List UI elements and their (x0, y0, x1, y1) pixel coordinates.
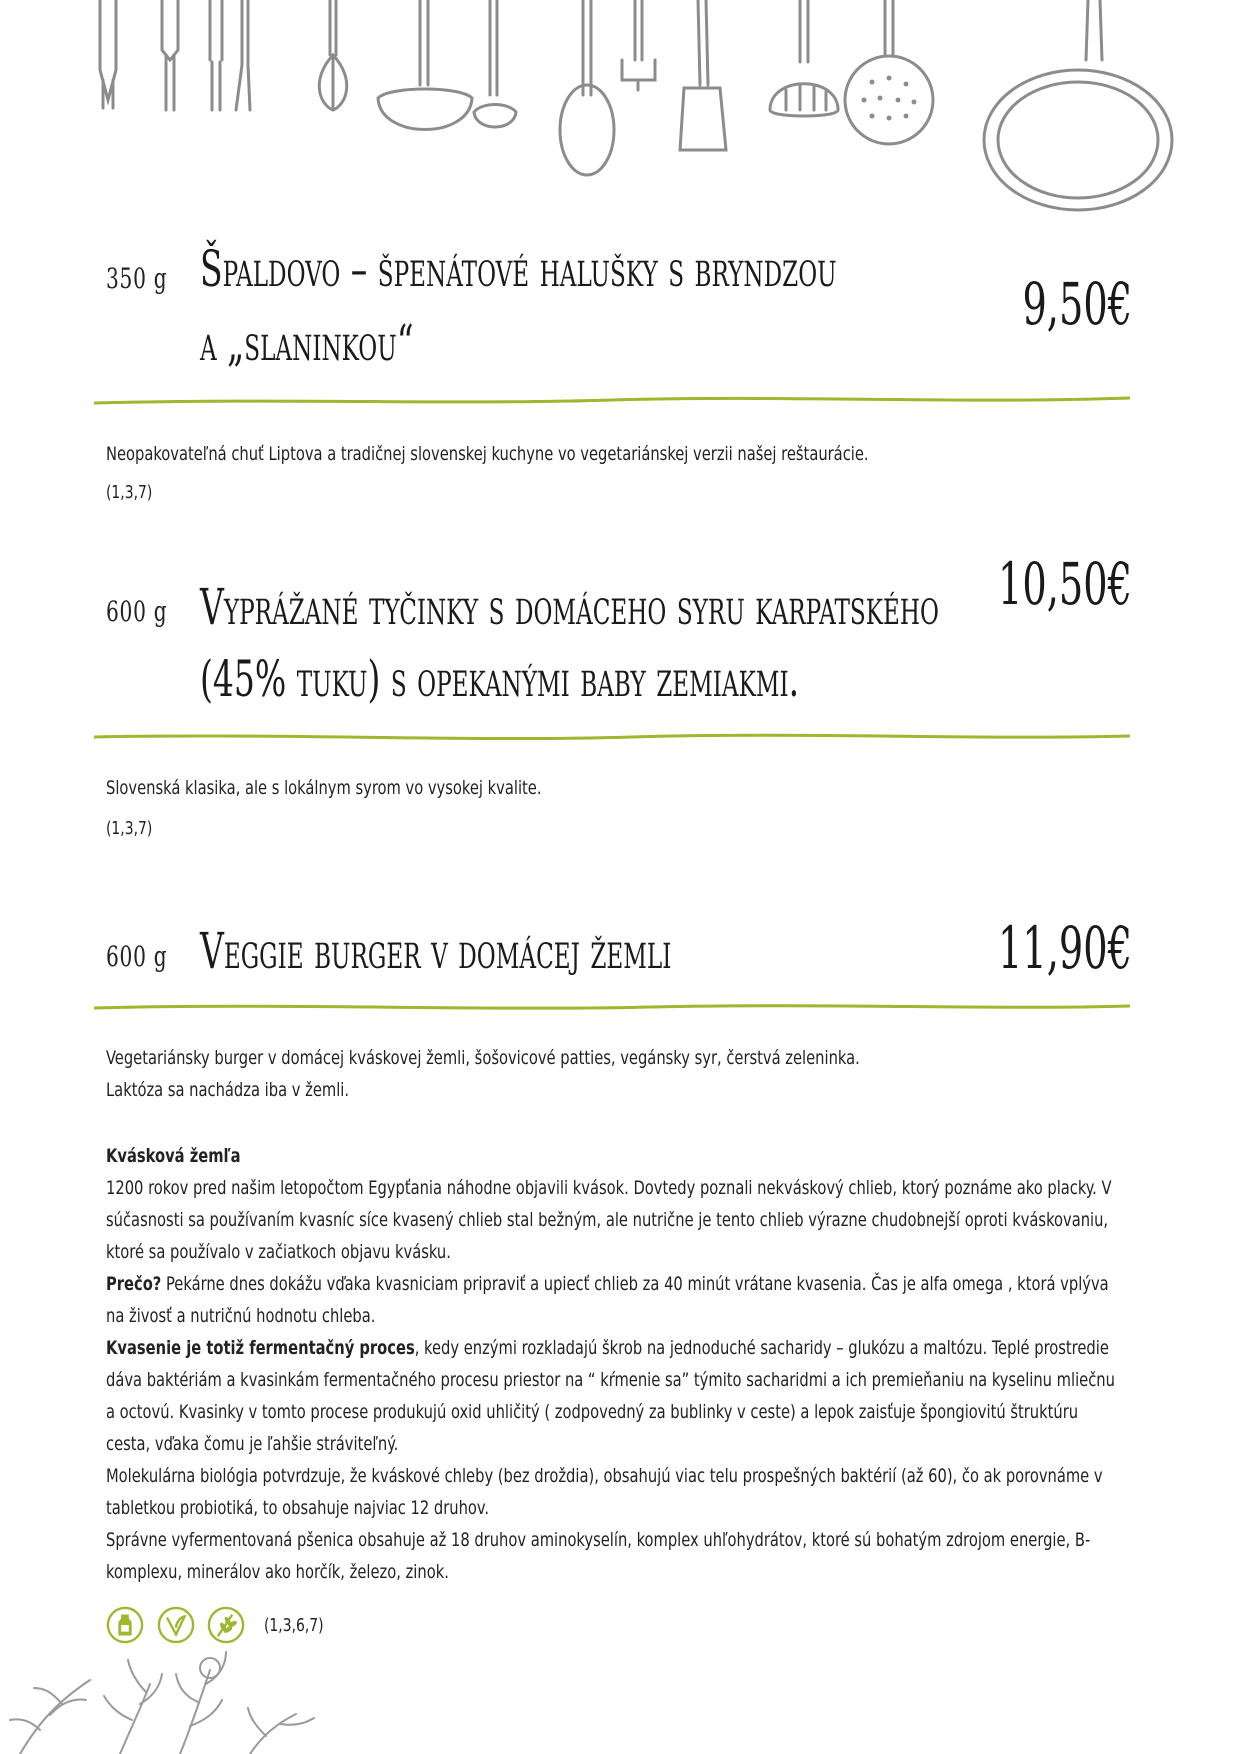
item-allergens: (1,3,7) (106, 818, 153, 839)
spatula-icon (680, 0, 726, 150)
item-description-line2: Laktóza sa nachádza iba v žemli. (106, 1079, 350, 1101)
story-paragraph: Správne vyfermentovaná pšenica obsahuje až 18 druhov aminokyselín, komplex uhľohydrátov, ktoré sú bohatým zdrojom energie, B- komplexu, minerálov ako horčík, železo, zinok. (106, 1529, 1091, 1583)
item-title-line2: a „slaninkou“ (200, 314, 414, 372)
item-description: Neopakovateľná chuť Liptova a tradičnej slovenskej kuchyne vo vegetariánskej verzii našej reštaurácie. (106, 443, 869, 465)
knife-icon (210, 0, 250, 110)
story-heading: Kvásková žemľa (106, 1145, 241, 1167)
item-title-line2: (45% tuku) s opekanými baby zemiakmi. (200, 650, 800, 708)
skimmer-icon (845, 0, 933, 144)
sourdough-story (106, 1140, 1121, 1588)
story-bold: Prečo? (106, 1273, 162, 1295)
ladle-icon (378, 0, 472, 130)
item-allergens: (1,3,7) (106, 482, 153, 503)
story-text: , kedy enzými rozkladajú škrob na jednoduché sacharidy – glukózu a maltózu. Teplé prostredie dáva baktériám a kvasinkám fermentačného procesu priestor na “ kŕmenie sa” týmito sacharidmi a ich premieňaniu na kyselinu mliečnu a octovú. Kvasinky v tomto procese produkujú oxid uhličitý ( zodpovedný za bublinky v ceste) a lepok zaisťuje špongiovitú štruktúru cesta, vďaka čomu je ľahšie stráviteľný. (106, 1337, 1115, 1455)
item-title-line1: Špaldovo – špenátové halušky s bryndzou (200, 240, 837, 298)
story-paragraph: 1200 rokov pred našim letopočtom Egypťania náhodne objavili kvások. Dovtedy poznali nekváskový chlieb, ktorý poznáme ako placky. V súčasnosti sa používaním kvasníc síce kvasený chlieb stal bežným, ale nutrične je tento chlieb výrazne chudobnejší oproti kváskovaniu, ktoré sa používalo v začiatkoch objavu kvásku. (106, 1177, 1112, 1263)
fork-icon (622, 0, 655, 90)
vegan-leaf-icon (157, 1606, 195, 1644)
wheat-icon (207, 1606, 245, 1644)
kitchen-utensils-illustration (0, 0, 1240, 225)
section-divider (92, 394, 1132, 408)
story-paragraph (106, 1268, 1121, 1332)
slotted-turner-icon (770, 0, 838, 116)
item-weight: 600 g (106, 940, 168, 973)
knife-icon (162, 0, 178, 110)
item-allergens: (1,3,6,7) (263, 1614, 324, 1636)
section-divider (92, 730, 1132, 744)
frying-pan-icon (984, 0, 1172, 210)
item-price: 11,90€ (998, 914, 1132, 982)
story-bold: Kvasenie je totiž fermentačný proces (106, 1337, 415, 1359)
ladle-icon (474, 0, 516, 127)
story-paragraph: Molekulárna biológia potvrdzuje, že kváskové chleby (bez droždia), obsahujú viac telu prospešných baktérií (až 60), čo ak porovnáme v tabletkou probiotiká, to obsahuje najviac 12 druhov. (106, 1465, 1103, 1519)
whisk-icon (319, 0, 347, 110)
herbs-illustration (0, 1640, 420, 1754)
knife-icon (100, 0, 116, 108)
item-description-line1: Vegetariánsky burger v domácej kváskovej žemli, šošovicové patties, vegánsky syr, čerstvá zeleninka. (106, 1047, 860, 1069)
item-price: 9,50€ (1022, 270, 1132, 338)
item-price: 10,50€ (998, 550, 1132, 618)
item-title-line1: Vyprážané tyčinky s domáceho syru karpatského (200, 578, 939, 636)
item-description: Slovenská klasika, ale s lokálnym syrom vo vysokej kvalite. (106, 777, 542, 799)
story-text: Pekárne dnes dokážu vďaka kvasniciam pripraviť a upiecť chlieb za 40 minút vrátane kvasenia. Čas je alfa omega , ktorá vplýva na živosť a nutričnú hodnotu chleba. (106, 1273, 1109, 1327)
spoon-icon (560, 0, 614, 175)
story-paragraph (106, 1332, 1121, 1460)
item-title-line1: Veggie burger v domácej žemli (200, 922, 672, 980)
item-weight: 350 g (106, 262, 168, 295)
section-divider (92, 1000, 1132, 1014)
bottle-icon (106, 1606, 144, 1644)
item-weight: 600 g (106, 595, 168, 628)
